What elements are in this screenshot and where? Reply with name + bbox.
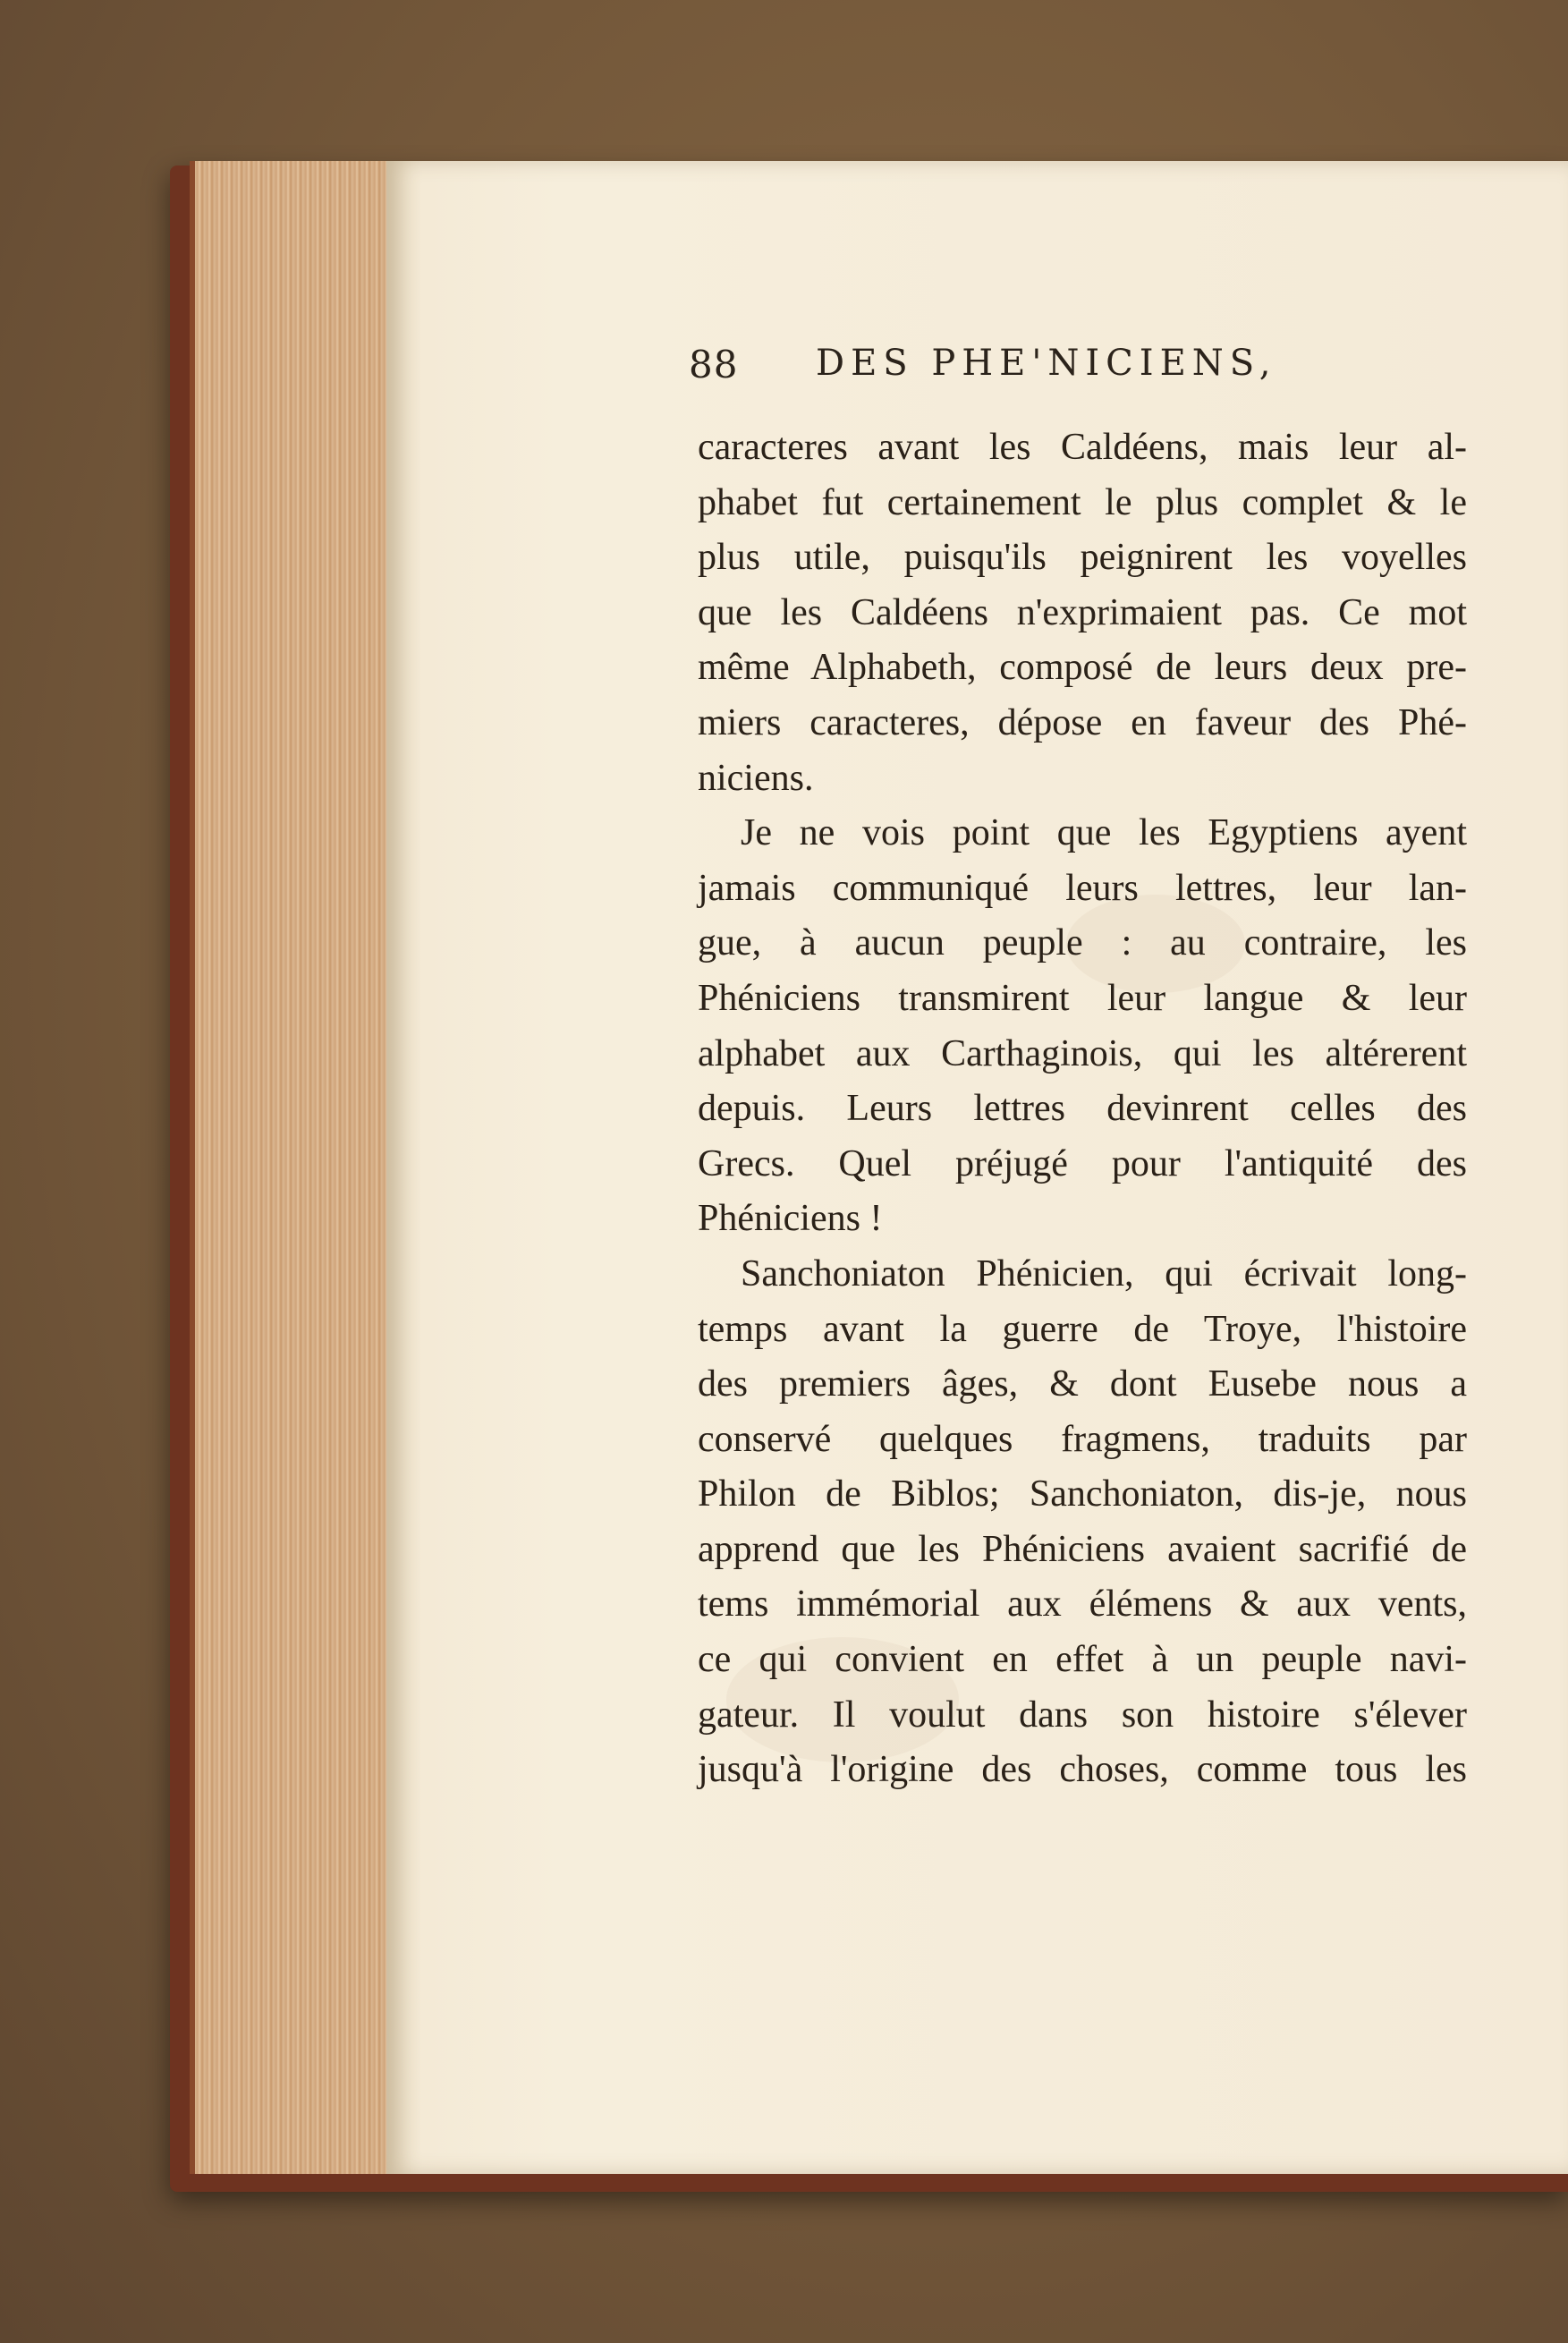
body-text — [698, 420, 1467, 1798]
running-head: DES PHE'NICIENS, — [816, 343, 1277, 384]
text-line: plus utile, puisqu'ils peignirent les voyelles — [698, 537, 1467, 579]
page-number: 88 — [689, 343, 739, 386]
text-line: des premiers âges, & dont Eusebe nous a — [698, 1363, 1467, 1405]
text-line: temps avant la guerre de Troye, l'histoire — [698, 1308, 1467, 1350]
text-line: que les Caldéens n'exprimaient pas. Ce mot — [698, 591, 1467, 633]
text-line: caracteres avant les Caldéens, mais leur al- — [698, 427, 1467, 468]
page-header — [689, 343, 1467, 405]
text-line: Phéniciens transmirent leur langue & leur — [698, 977, 1467, 1019]
text-line: gue, à aucun peuple : au contraire, les — [698, 922, 1467, 964]
text-line: niciens. — [698, 757, 814, 799]
text-line: Phéniciens ! — [698, 1198, 883, 1240]
page-edges — [190, 161, 406, 2174]
text-line: jusqu'à l'origine des choses, comme tous les — [698, 1749, 1467, 1791]
text-line: jamais communiqué leurs lettres, leur lan- — [698, 867, 1467, 909]
text-line: Sanchoniaton Phénicien, qui écrivait long- — [741, 1252, 1467, 1295]
text-line: même Alphabeth, composé de leurs deux pre- — [698, 647, 1467, 689]
text-line: conservé quelques fragmens, traduits par — [698, 1418, 1467, 1460]
text-line: ce qui convient en effet à un peuple navi- — [698, 1639, 1467, 1681]
text-line: alphabet aux Carthaginois, qui les altérerent — [698, 1032, 1467, 1074]
text-line: Philon de Biblos; Sanchoniaton, dis-je, nous — [698, 1473, 1467, 1515]
text-line: tems immémorial aux élémens & aux vents, — [698, 1583, 1467, 1626]
text-line: depuis. Leurs lettres devinrent celles des — [698, 1088, 1467, 1130]
text-line: gateur. Il voulut dans son histoire s'élever — [698, 1694, 1467, 1736]
text-line: Grecs. Quel préjugé pour l'antiquité des — [698, 1142, 1467, 1184]
text-line: Je ne vois point que les Egyptiens ayent — [741, 812, 1467, 854]
text-line: apprend que les Phéniciens avaient sacrifié de — [698, 1528, 1467, 1570]
text-line: phabet fut certainement le plus complet & le — [698, 481, 1467, 523]
text-line: miers caracteres, dépose en faveur des Phé- — [698, 701, 1467, 743]
